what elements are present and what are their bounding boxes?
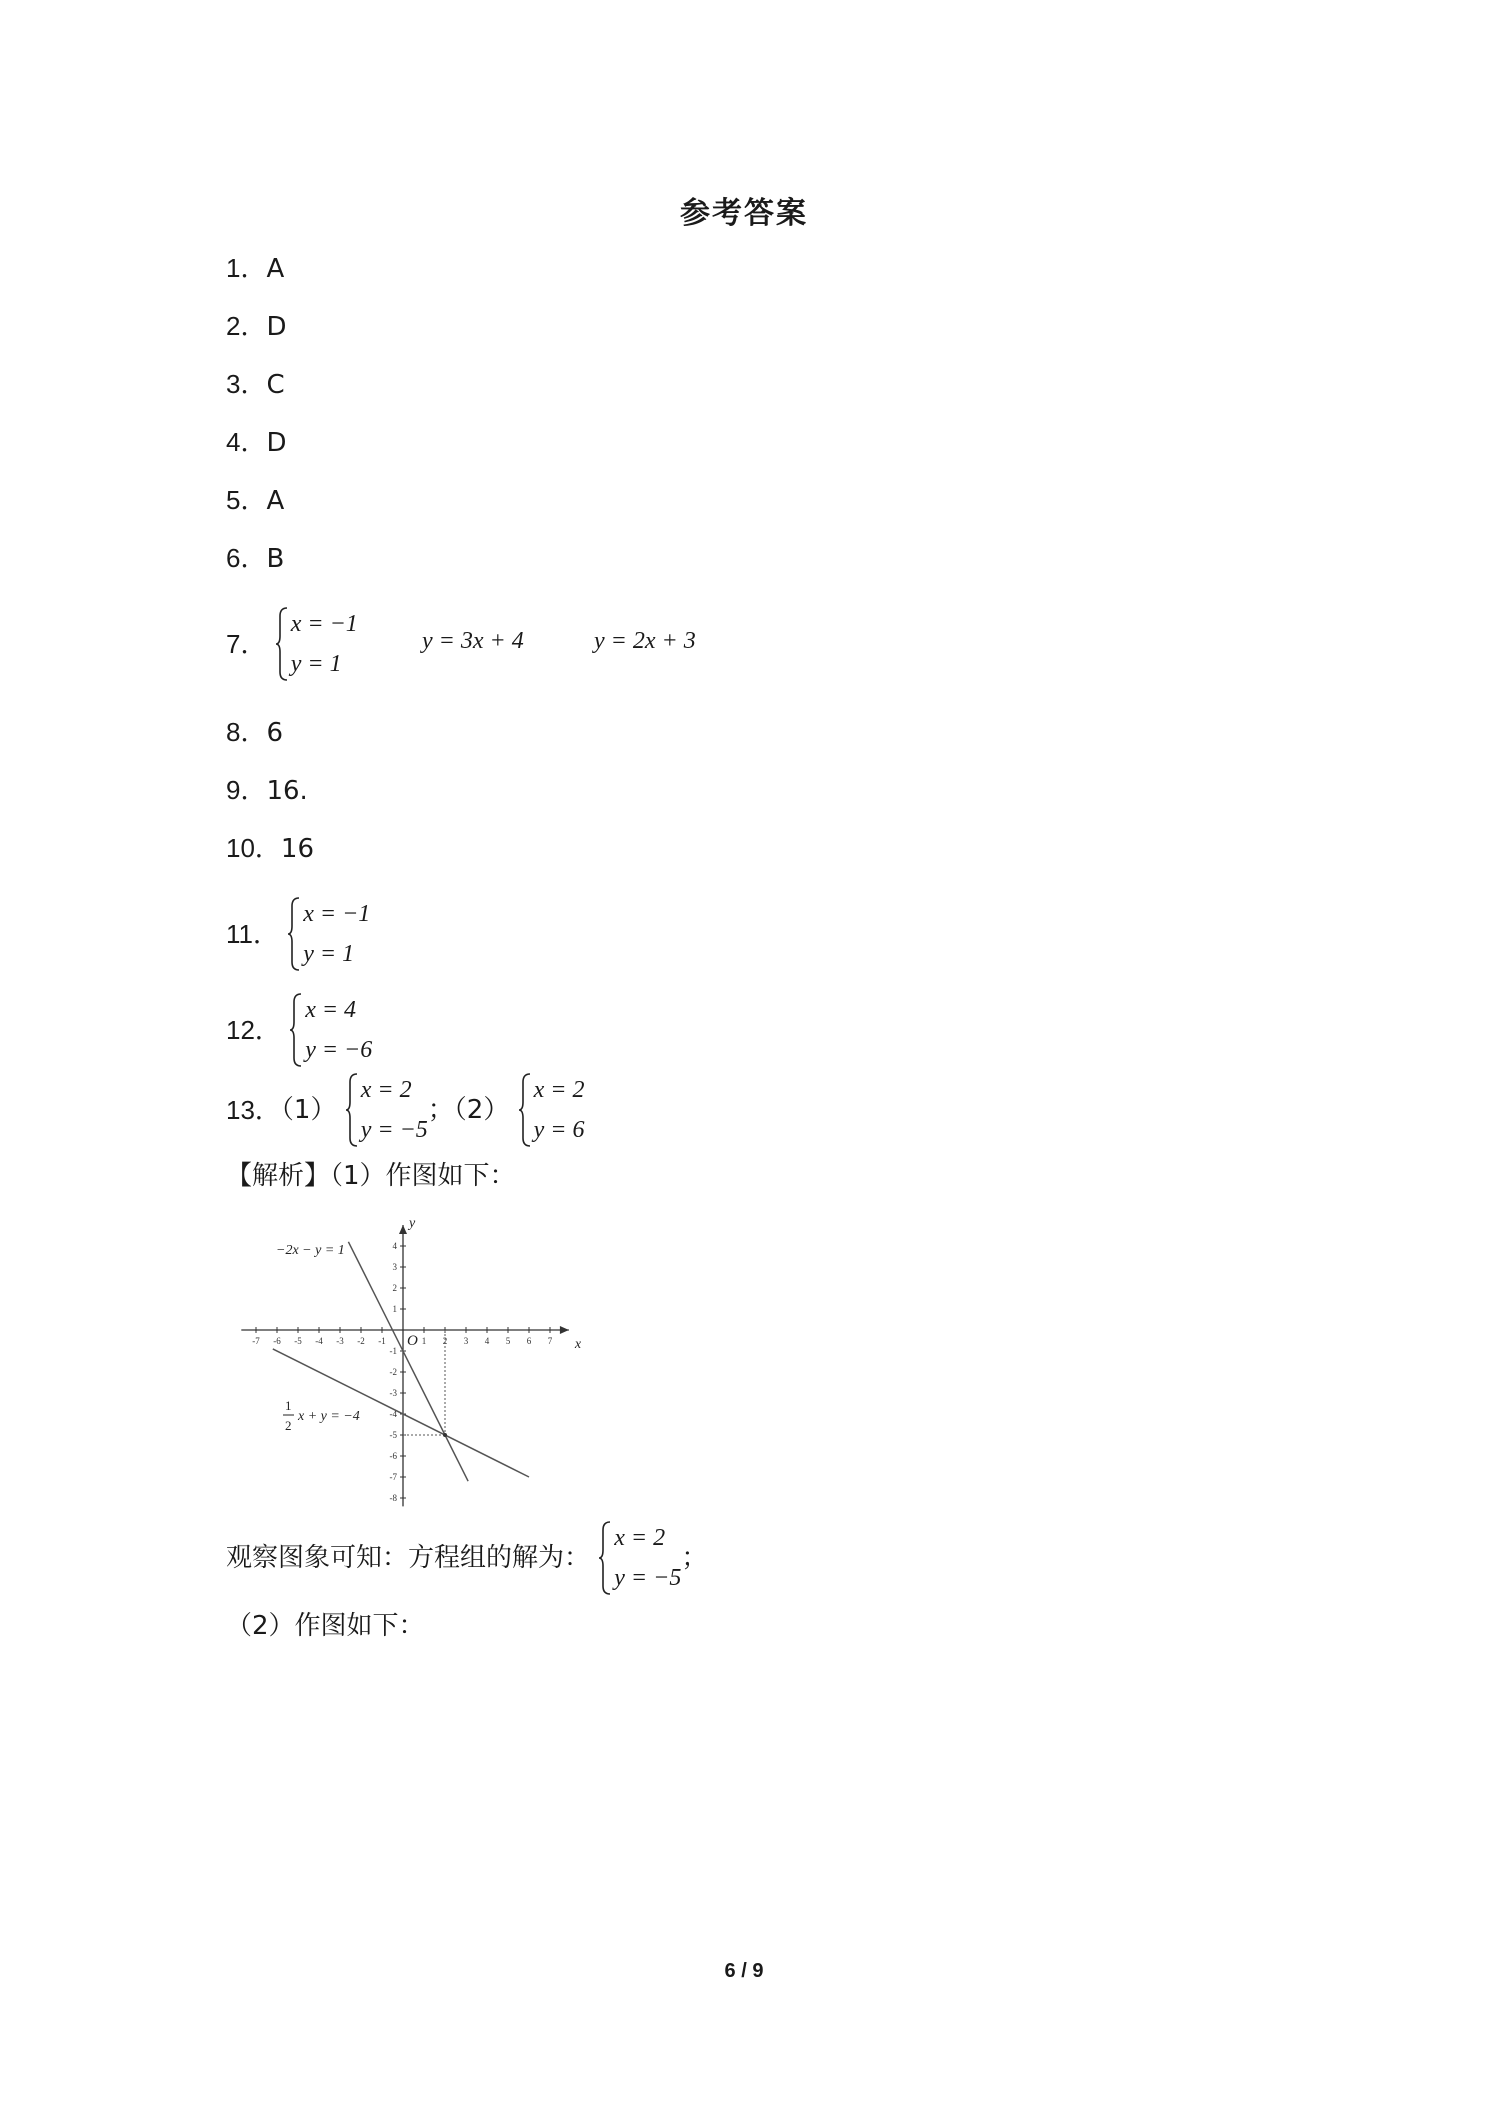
x-axis-label: x bbox=[574, 1337, 582, 1352]
line1-label: −2x − y = 1 bbox=[276, 1243, 345, 1258]
y-tick-label: 1 bbox=[392, 1304, 397, 1314]
x-tick-label: 7 bbox=[547, 1336, 553, 1346]
x-tick-label: -1 bbox=[378, 1336, 386, 1346]
x-tick-label: -4 bbox=[315, 1336, 323, 1346]
line2-label-denominator: 2 bbox=[285, 1418, 292, 1433]
equation-system: x = 2 y = 6 bbox=[518, 1070, 585, 1150]
answer-6: 6．B bbox=[226, 543, 285, 574]
graph-lines bbox=[273, 1242, 529, 1481]
intersection-point bbox=[443, 1433, 447, 1437]
x-tick-label: -2 bbox=[357, 1336, 365, 1346]
y-tick-label: -5 bbox=[389, 1430, 397, 1440]
equation-2: y = 2x + 3 bbox=[594, 628, 696, 654]
page-title: 参考答案 bbox=[680, 196, 808, 231]
equation-system: x = 2 y = −5 bbox=[598, 1518, 681, 1598]
x-tick-label: 5 bbox=[505, 1336, 511, 1346]
coordinate-graph bbox=[238, 1216, 582, 1510]
equation-system: x = 2 y = −5 bbox=[345, 1070, 428, 1150]
y-axis-arrow bbox=[399, 1225, 407, 1234]
y-axis-label: y bbox=[409, 1216, 416, 1232]
brace-icon bbox=[289, 992, 303, 1068]
answer-9: 9．16. bbox=[226, 775, 308, 806]
y-tick-label: -6 bbox=[389, 1451, 397, 1461]
x-tick-label: 2 bbox=[442, 1336, 448, 1346]
page-number: 6 / 9 bbox=[724, 1960, 764, 1982]
y-tick-label: -8 bbox=[389, 1493, 397, 1503]
y-tick-label: -7 bbox=[389, 1472, 397, 1482]
origin-label: O bbox=[407, 1333, 418, 1349]
equation-system: x = 4 y = −6 bbox=[289, 990, 372, 1070]
brace-icon bbox=[598, 1520, 612, 1596]
brace-icon bbox=[275, 606, 289, 682]
answer-3: 3．C bbox=[226, 369, 285, 400]
line2-label: x + y = −4 bbox=[298, 1409, 360, 1424]
answer-10: 10．16 bbox=[226, 833, 315, 864]
x-tick-label: -3 bbox=[336, 1336, 344, 1346]
equation-1: y = 3x + 4 bbox=[422, 628, 524, 654]
y-tick-label: -4 bbox=[389, 1409, 397, 1419]
y-tick-label: 4 bbox=[392, 1241, 397, 1251]
answer-8: 8．6 bbox=[226, 717, 284, 748]
x-tick-label: 3 bbox=[463, 1336, 469, 1346]
answer-13: 13．（1） x = 2 y = −5 ；（2） x = 2 y = 6 bbox=[226, 1070, 584, 1150]
answer-7: 7． x = −1 y = 1 bbox=[226, 604, 358, 684]
equation-system: x = −1 y = 1 bbox=[287, 894, 370, 974]
answer-1: 1．A bbox=[226, 253, 285, 284]
answer-4: 4．D bbox=[226, 427, 287, 458]
x-tick-label: -5 bbox=[294, 1336, 302, 1346]
answer-5: 5．A bbox=[226, 485, 285, 516]
brace-icon bbox=[345, 1072, 359, 1148]
answer-12: 12． x = 4 y = −6 bbox=[226, 990, 372, 1070]
x-tick-label: 4 bbox=[484, 1336, 490, 1346]
part2-label: （2）作图如下： bbox=[226, 1611, 425, 1641]
answer-11: 11． x = −1 y = 1 bbox=[226, 894, 370, 974]
analysis-label: 【解析】（1）作图如下： bbox=[226, 1161, 516, 1191]
y-tick-label: -2 bbox=[389, 1367, 397, 1377]
y-tick-label: 3 bbox=[392, 1262, 397, 1272]
x-tick-label: 6 bbox=[526, 1336, 532, 1346]
x-axis-arrow bbox=[560, 1326, 569, 1334]
line2-label-numerator: 1 bbox=[285, 1398, 292, 1413]
answer-2: 2．D bbox=[226, 311, 287, 342]
conclusion: 观察图象可知：方程组的解为： x = 2 y = −5 ； bbox=[226, 1518, 707, 1598]
y-tick-label: 2 bbox=[392, 1283, 397, 1293]
brace-icon bbox=[518, 1072, 532, 1148]
x-tick-label: 1 bbox=[421, 1336, 427, 1346]
x-tick-label: -6 bbox=[273, 1336, 281, 1346]
y-tick-label: -3 bbox=[389, 1388, 397, 1398]
brace-icon bbox=[287, 896, 301, 972]
equation-system: x = −1 y = 1 bbox=[275, 604, 358, 684]
x-tick-label: -7 bbox=[252, 1336, 260, 1346]
line-1 bbox=[348, 1242, 468, 1481]
y-tick-label: -1 bbox=[389, 1346, 397, 1356]
